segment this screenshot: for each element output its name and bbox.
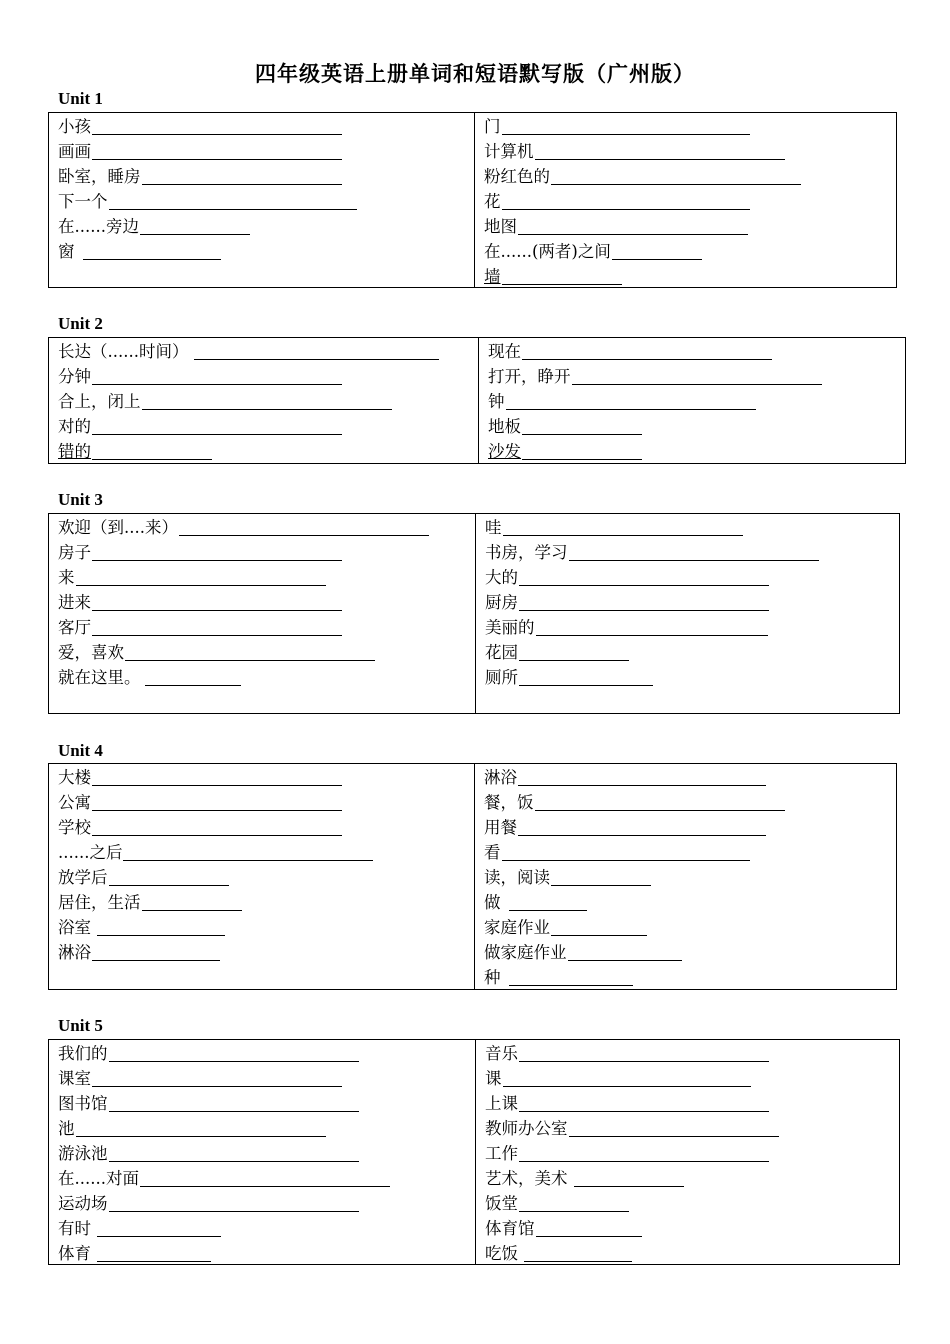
answer-blank[interactable] — [92, 620, 342, 636]
vocab-item: 窗 — [49, 239, 474, 264]
vocab-item: 爱，喜欢 — [49, 640, 475, 665]
vocab-item: 合上，闭上 — [49, 389, 478, 414]
vocab-item: 课室 — [49, 1066, 475, 1091]
vocab-item: 厕所 — [476, 665, 899, 690]
vocab-item: 地图 — [475, 214, 896, 239]
answer-blank[interactable] — [97, 920, 225, 936]
answer-blank[interactable] — [551, 870, 651, 886]
answer-blank[interactable] — [536, 1221, 642, 1237]
answer-blank[interactable] — [179, 520, 429, 536]
answer-blank[interactable] — [109, 1046, 359, 1062]
answer-blank[interactable] — [109, 194, 357, 210]
vocab-item: 来 — [49, 565, 475, 590]
vocab-item: 学校 — [49, 815, 474, 840]
vocab-item: 艺术，美术 — [476, 1166, 899, 1191]
answer-blank[interactable] — [522, 344, 772, 360]
vocab-item: 花园 — [476, 640, 899, 665]
answer-blank[interactable] — [612, 244, 702, 260]
answer-blank[interactable] — [76, 1121, 326, 1137]
answer-blank[interactable] — [519, 1196, 629, 1212]
unit-3-label: Unit 3 — [58, 490, 103, 509]
vocab-item: 大的 — [476, 565, 899, 590]
vocab-item: 我们的 — [49, 1041, 475, 1066]
unit-4-left-column — [49, 764, 475, 989]
unit-1-left-column — [49, 113, 475, 287]
answer-blank[interactable] — [92, 795, 342, 811]
answer-blank[interactable] — [519, 645, 629, 661]
answer-blank[interactable] — [92, 945, 220, 961]
answer-blank[interactable] — [142, 394, 392, 410]
answer-blank[interactable] — [524, 1246, 632, 1262]
answer-blank[interactable] — [92, 444, 212, 460]
answer-blank[interactable] — [536, 620, 768, 636]
unit-1-table — [48, 112, 897, 288]
vocab-item: 体育馆 — [476, 1216, 899, 1241]
answer-blank[interactable] — [92, 545, 342, 561]
vocab-item: 客厅 — [49, 615, 475, 640]
vocab-item: 欢迎（到....来） — [49, 515, 475, 540]
vocab-item: 游泳池 — [49, 1141, 475, 1166]
answer-blank[interactable] — [142, 169, 342, 185]
answer-blank[interactable] — [518, 820, 766, 836]
unit-5-right-column — [476, 1040, 899, 1264]
vocab-item: 计算机 — [475, 139, 896, 164]
answer-blank[interactable] — [109, 1196, 359, 1212]
vocab-item: 公寓 — [49, 790, 474, 815]
vocab-item: 厨房 — [476, 590, 899, 615]
vocab-item: 淋浴 — [475, 765, 896, 790]
answer-blank[interactable] — [123, 845, 373, 861]
answer-blank[interactable] — [92, 419, 342, 435]
unit-2-label: Unit 2 — [58, 314, 103, 333]
unit-2-right-column — [479, 338, 905, 463]
vocab-item: 用餐 — [475, 815, 896, 840]
vocab-item: 音乐 — [476, 1041, 899, 1066]
vocab-item: 花 — [475, 189, 896, 214]
vocab-item: 上课 — [476, 1091, 899, 1116]
answer-blank[interactable] — [145, 670, 241, 686]
answer-blank[interactable] — [535, 144, 785, 160]
unit-4-right-column — [475, 764, 896, 989]
vocab-item: 吃饭 — [476, 1241, 899, 1266]
answer-blank[interactable] — [568, 945, 682, 961]
vocab-item: 工作 — [476, 1141, 899, 1166]
answer-blank[interactable] — [503, 520, 743, 536]
unit-2-left-column — [49, 338, 479, 463]
answer-blank[interactable] — [140, 219, 250, 235]
vocab-item: 在......对面 — [49, 1166, 475, 1191]
vocab-item: 有时 — [49, 1216, 475, 1241]
vocab-item: 种 — [475, 965, 896, 990]
answer-blank[interactable] — [569, 545, 819, 561]
answer-blank[interactable] — [518, 770, 766, 786]
answer-blank[interactable] — [109, 870, 229, 886]
answer-blank[interactable] — [92, 144, 342, 160]
answer-blank[interactable] — [92, 1071, 342, 1087]
vocab-item: 池 — [49, 1116, 475, 1141]
vocab-item: 放学后 — [49, 865, 474, 890]
vocab-item: 哇 — [476, 515, 899, 540]
unit-3-left-column — [49, 514, 476, 713]
vocab-item: 进来 — [49, 590, 475, 615]
vocab-item: 美丽的 — [476, 615, 899, 640]
answer-blank[interactable] — [522, 419, 642, 435]
vocab-item: 钟 — [479, 389, 905, 414]
vocab-item: 卧室，睡房 — [49, 164, 474, 189]
answer-blank[interactable] — [572, 369, 822, 385]
vocab-item: 打开，睁开 — [479, 364, 905, 389]
vocab-item: 体育 — [49, 1241, 475, 1266]
vocab-item: 门 — [475, 114, 896, 139]
unit-5-left-column — [49, 1040, 476, 1264]
vocab-item: 就在这里。 — [49, 665, 475, 690]
answer-blank[interactable] — [551, 920, 647, 936]
unit-4-table — [48, 763, 897, 990]
vocab-item: 现在 — [479, 339, 905, 364]
vocab-item: 房子 — [49, 540, 475, 565]
vocab-item: 墙 — [475, 264, 896, 289]
answer-blank[interactable] — [83, 244, 221, 260]
answer-blank[interactable] — [509, 970, 633, 986]
answer-blank[interactable] — [92, 595, 342, 611]
answer-blank[interactable] — [519, 1096, 769, 1112]
answer-blank[interactable] — [92, 820, 342, 836]
answer-blank[interactable] — [502, 269, 622, 285]
vocab-item: 读，阅读 — [475, 865, 896, 890]
answer-blank[interactable] — [506, 394, 756, 410]
answer-blank[interactable] — [551, 169, 801, 185]
answer-blank[interactable] — [92, 119, 342, 135]
answer-blank[interactable] — [142, 895, 242, 911]
answer-blank[interactable] — [522, 444, 642, 460]
answer-blank[interactable] — [76, 570, 326, 586]
answer-blank[interactable] — [194, 344, 439, 360]
vocab-item: 分钟 — [49, 364, 478, 389]
answer-blank[interactable] — [502, 119, 750, 135]
answer-blank[interactable] — [92, 770, 342, 786]
unit-3-right-column — [476, 514, 899, 713]
vocab-item: ......之后 — [49, 840, 474, 865]
answer-blank[interactable] — [502, 194, 750, 210]
unit-4-label: Unit 4 — [58, 741, 103, 760]
vocab-item: 错的 — [49, 439, 478, 464]
vocab-item: 对的 — [49, 414, 478, 439]
vocab-item: 做 — [475, 890, 896, 915]
unit-5-table — [48, 1039, 900, 1265]
vocab-item: 教师办公室 — [476, 1116, 899, 1141]
answer-blank[interactable] — [109, 1146, 359, 1162]
answer-blank[interactable] — [535, 795, 785, 811]
answer-blank[interactable] — [509, 895, 587, 911]
vocab-item: 餐，饭 — [475, 790, 896, 815]
answer-blank[interactable] — [519, 595, 769, 611]
answer-blank[interactable] — [109, 1096, 359, 1112]
vocab-item: 沙发 — [479, 439, 905, 464]
vocab-item: 粉红色的 — [475, 164, 896, 189]
answer-blank[interactable] — [125, 645, 375, 661]
vocab-item: 居住，生活 — [49, 890, 474, 915]
vocab-item: 大楼 — [49, 765, 474, 790]
vocab-item: 在......旁边 — [49, 214, 474, 239]
answer-blank[interactable] — [574, 1171, 684, 1187]
vocab-item: 书房，学习 — [476, 540, 899, 565]
answer-blank[interactable] — [140, 1171, 390, 1187]
answer-blank[interactable] — [503, 1071, 751, 1087]
vocab-item: 下一个 — [49, 189, 474, 214]
vocab-item: 长达（......时间） — [49, 339, 478, 364]
unit-1-right-column — [475, 113, 896, 287]
vocab-item: 运动场 — [49, 1191, 475, 1216]
vocab-item: 浴室 — [49, 915, 474, 940]
page-title: 四年级英语上册单词和短语默写版（广州版） — [255, 61, 695, 86]
answer-blank[interactable] — [92, 369, 342, 385]
vocab-item: 图书馆 — [49, 1091, 475, 1116]
vocab-item: 小孩 — [49, 114, 474, 139]
answer-blank[interactable] — [569, 1121, 779, 1137]
unit-5-label: Unit 5 — [58, 1016, 103, 1035]
unit-2-table — [48, 337, 906, 464]
answer-blank[interactable] — [519, 570, 769, 586]
vocab-item: 地板 — [479, 414, 905, 439]
answer-blank[interactable] — [519, 1146, 769, 1162]
vocab-item: 画画 — [49, 139, 474, 164]
answer-blank[interactable] — [502, 845, 750, 861]
vocab-item: 做家庭作业 — [475, 940, 896, 965]
vocab-item: 在......(两者)之间 — [475, 239, 896, 264]
answer-blank[interactable] — [519, 670, 653, 686]
vocab-item: 课 — [476, 1066, 899, 1091]
vocab-item: 饭堂 — [476, 1191, 899, 1216]
answer-blank[interactable] — [97, 1221, 221, 1237]
answer-blank[interactable] — [519, 1046, 769, 1062]
unit-3-table — [48, 513, 900, 714]
answer-blank[interactable] — [97, 1246, 211, 1262]
vocab-item: 家庭作业 — [475, 915, 896, 940]
vocab-item: 看 — [475, 840, 896, 865]
unit-1-label: Unit 1 — [58, 89, 103, 108]
vocab-item: 淋浴 — [49, 940, 474, 965]
answer-blank[interactable] — [518, 219, 748, 235]
